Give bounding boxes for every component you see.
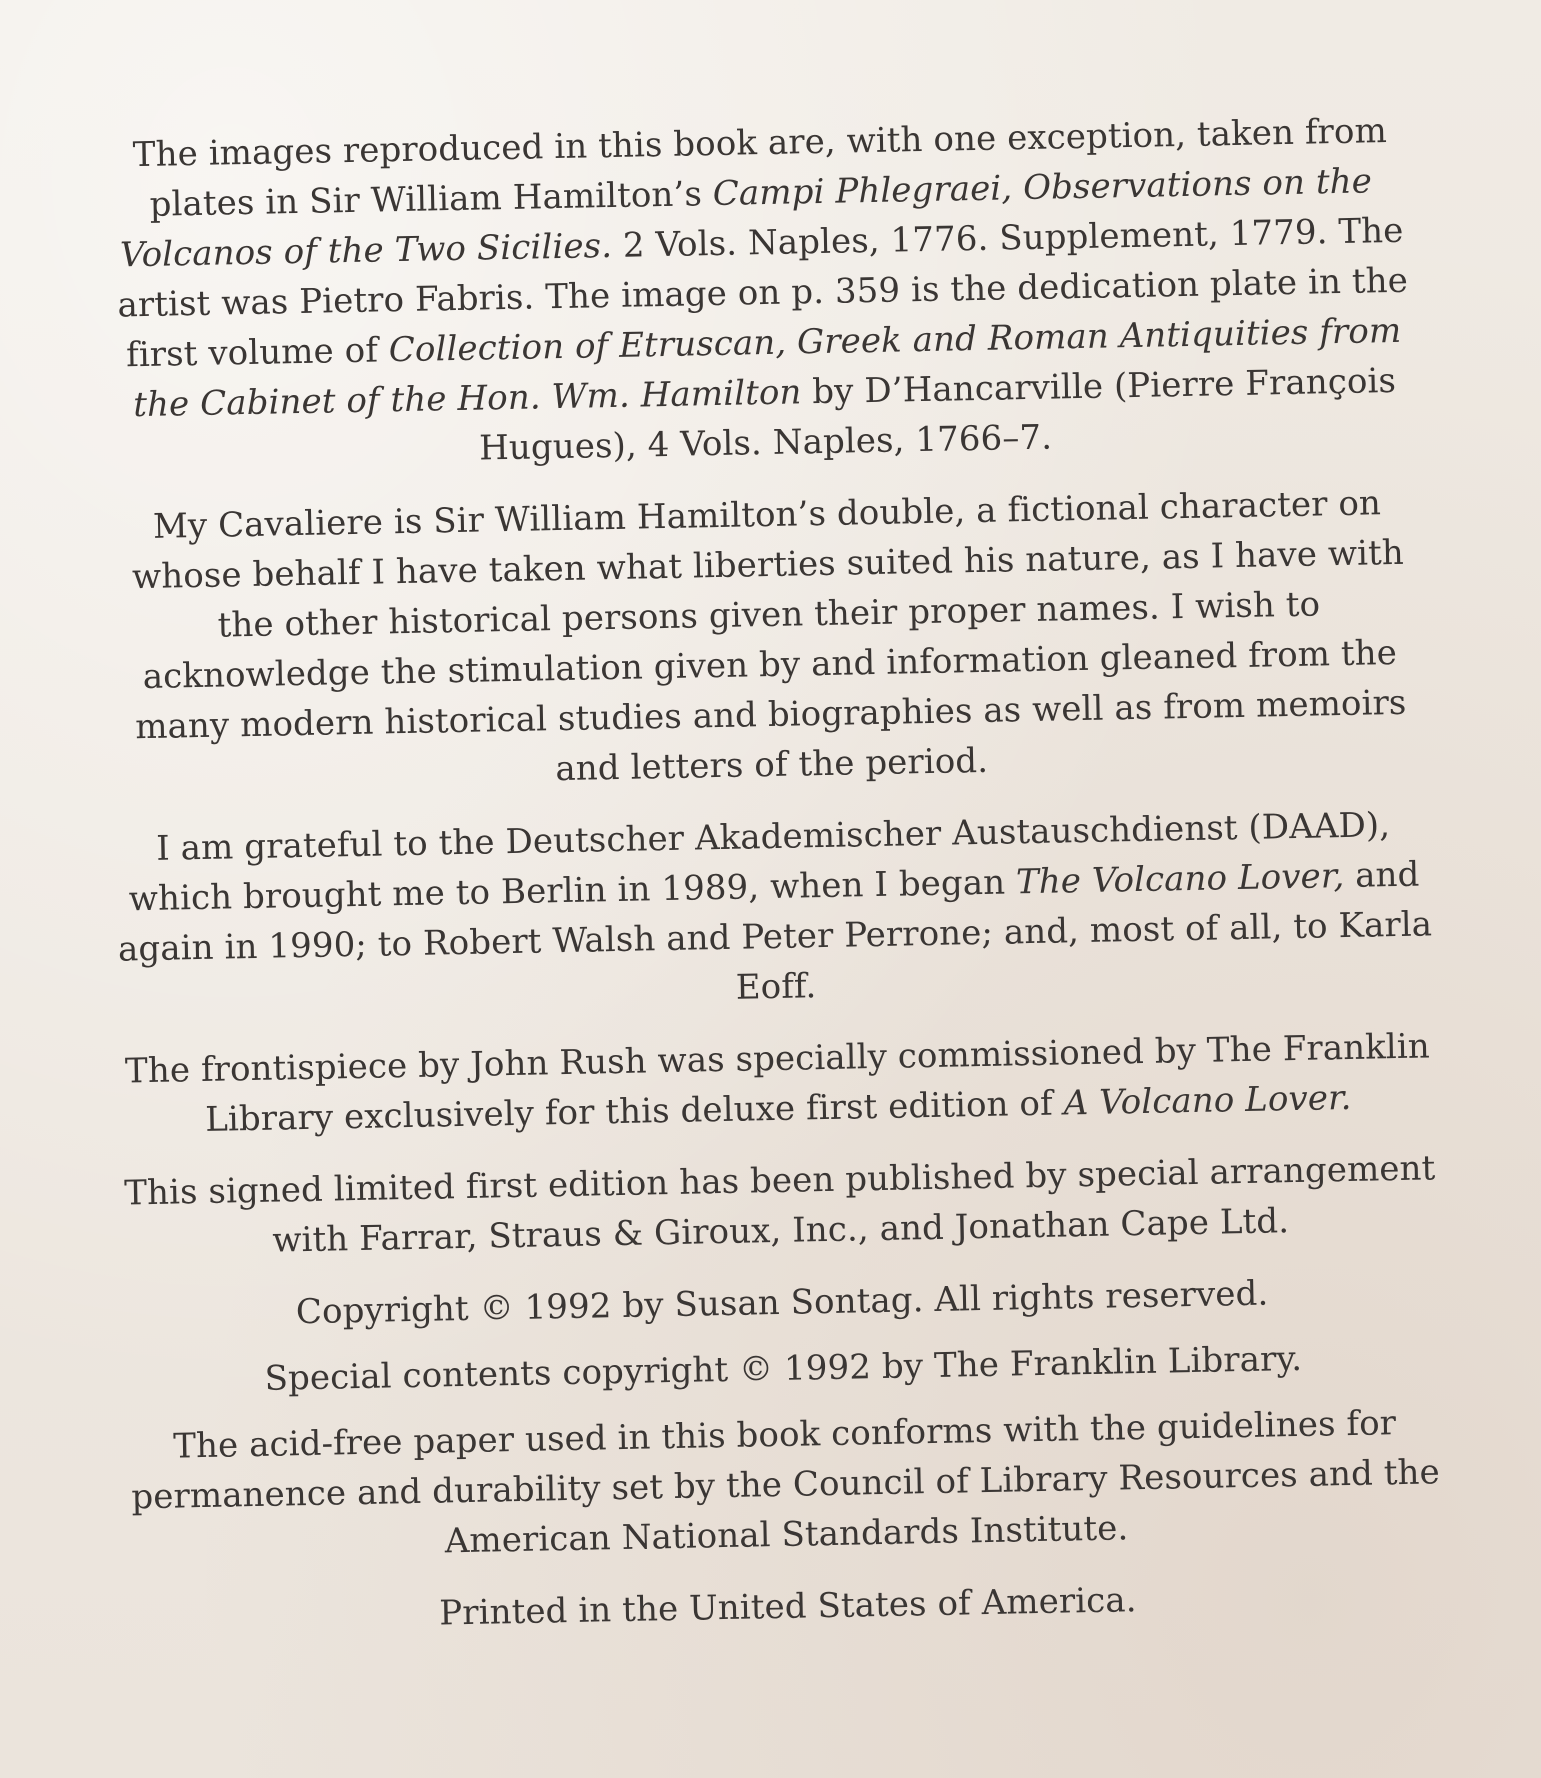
paper-note-text: The acid-free paper used in this book conforms with the guidelines for permanence and durability set by the Council of Library Resources and the American National Standards Institute. xyxy=(130,1403,1440,1562)
acknowledgements-text: and again in 1990; to Robert Walsh and Peter Perrone; and, most of all, to Karla Eoff. xyxy=(117,854,1432,1008)
paragraph-paper-note xyxy=(124,1397,1447,1572)
paragraph-frontispiece xyxy=(117,1021,1439,1146)
volcano-lover-title: The Volcano Lover, xyxy=(1015,856,1345,903)
frontispiece-text: The frontispiece by John Rush was specially commissioned by The Franklin Library exclusively for this deluxe first edition of xyxy=(124,1026,1430,1140)
paragraph-copyright xyxy=(121,1265,1442,1340)
image-credits-text: by D’Hancarville (Pierre François Hugues), 4 Vols. Naples, 1766–7. xyxy=(478,360,1396,469)
cavaliere-note-text: My Cavaliere is Sir William Hamilton’s double, a fictional character on whose behalf I have taken what liberties suited his nature, as I have with the other historical persons given their proper names. I wish to acknowledge the stimulation given by and information gleaned from the many modern historical studies and biographies as well as from memoirs and letters of the period. xyxy=(131,483,1407,790)
paragraph-image-credits xyxy=(99,105,1425,480)
image-credits-text: The images reproduced in this book are, with one exception, taken from plates in Sir William Hamilton’s xyxy=(131,111,1387,225)
paragraph-special-copyright xyxy=(123,1331,1444,1406)
paragraph-printed-in xyxy=(127,1569,1448,1644)
collection-title: Collection of Etruscan, Greek and Roman Antiquities from the Cabinet of the Hon. Wm. Hamilton xyxy=(132,310,1402,426)
printed-in-text: Printed in the United States of America. xyxy=(438,1580,1137,1634)
special-copyright-text: Special contents copyright © 1992 by The Franklin Library. xyxy=(263,1338,1302,1399)
page-text-block xyxy=(99,105,1448,1644)
copyright-text: Copyright © 1992 by Susan Sontag. All rights reserved. xyxy=(295,1273,1269,1333)
acknowledgements-text: I am grateful to the Deutscher Akademischer Austauschdienst (DAAD), which brought me to Berlin in 1989, when I began xyxy=(127,805,1390,920)
paragraph-cavaliere-note xyxy=(106,477,1432,802)
campi-phlegraei-title: Campi Phlegraei, Observations on the Volcanos of the Two Sicilies. xyxy=(119,161,1372,276)
paragraph-acknowledgements xyxy=(112,799,1436,1024)
a-volcano-lover-title: A Volcano Lover. xyxy=(1062,1077,1352,1124)
edition-note-text: This signed limited first edition has been published by special arrangement with Farrar, Straus & Giroux, Inc., and Jonathan Cape Ltd. xyxy=(123,1148,1436,1261)
paragraph-edition-note xyxy=(119,1143,1441,1268)
image-credits-text: 2 Vols. Naples, 1776. Supplement, 1779. The artist was Pietro Fabris. The image on p. 359 is the dedication plate in the first volume of xyxy=(116,210,1408,376)
